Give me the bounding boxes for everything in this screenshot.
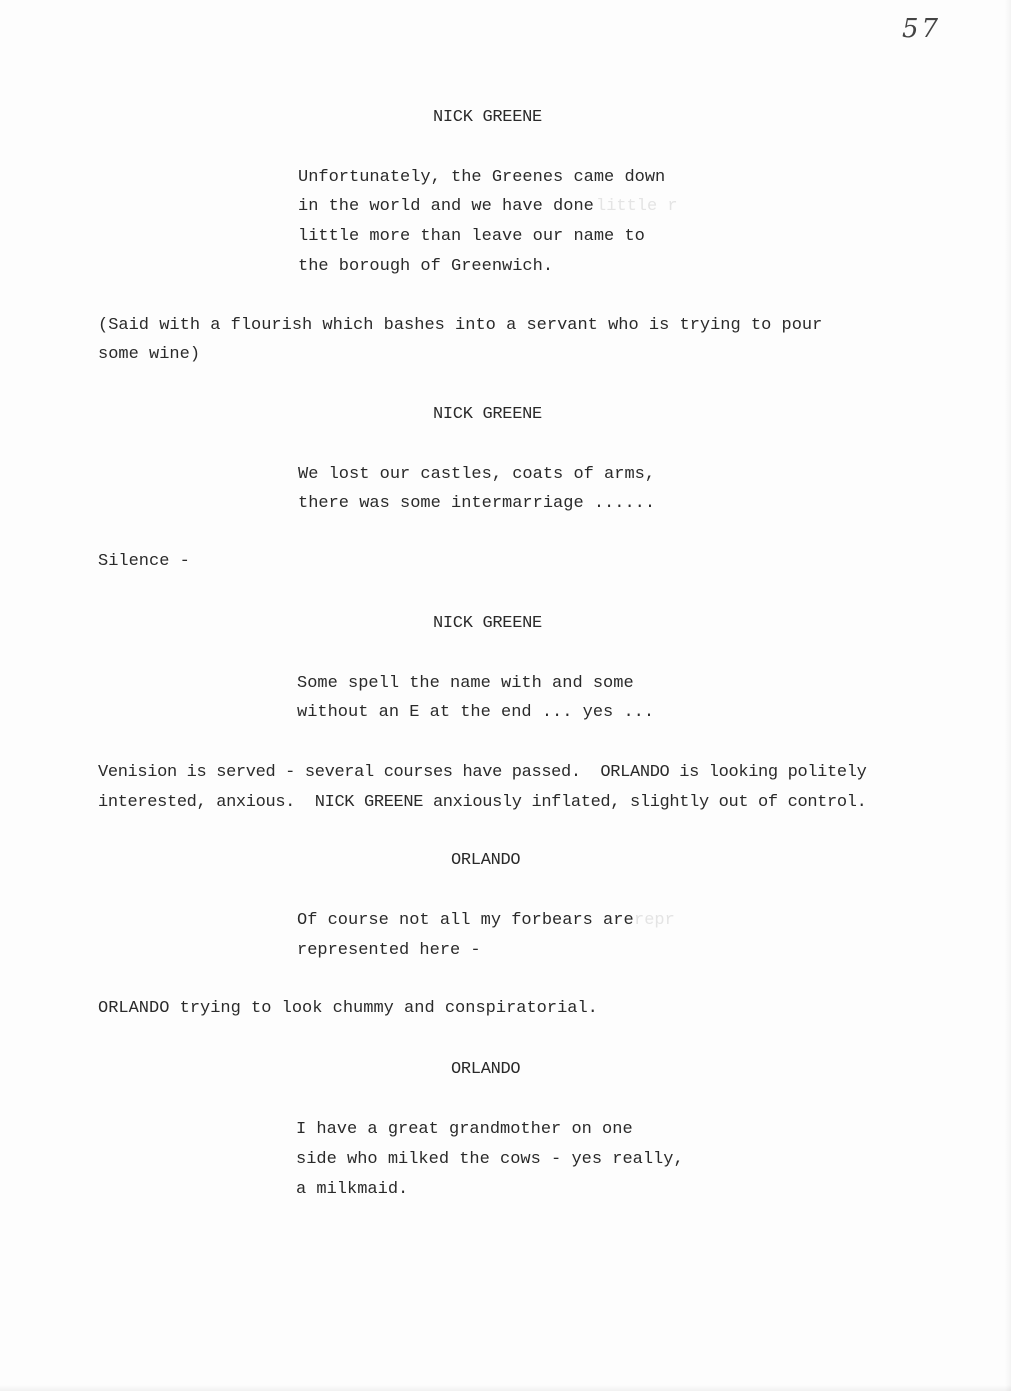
stage-direction: (Said with a flourish which bashes into a servant who is trying to pour	[98, 316, 823, 335]
character-name: NICK GREENE	[433, 405, 542, 424]
stage-direction: ORLANDO trying to look chummy and conspiratorial.	[98, 999, 598, 1018]
struck-text: repr	[634, 911, 675, 930]
dialogue-line: little more than leave our name to	[298, 227, 645, 246]
character-name: NICK GREENE	[433, 614, 542, 633]
stage-direction: Venision is served - several courses have passed. ORLANDO is looking politely	[98, 763, 867, 782]
dialogue-line: in the world and we have done	[298, 197, 594, 216]
character-name: NICK GREENE	[433, 108, 542, 127]
dialogue-line: Some spell the name with and some	[297, 674, 634, 693]
dialogue-line: I have a great grandmother on one	[296, 1120, 633, 1139]
stage-direction: some wine)	[98, 345, 201, 364]
stage-direction: interested, anxious. NICK GREENE anxiously inflated, slightly out of control.	[98, 793, 867, 812]
character-name: ORLANDO	[451, 851, 521, 870]
dialogue-line: represented here -	[297, 941, 481, 960]
dialogue-line: side who milked the cows - yes really,	[296, 1150, 684, 1169]
character-name: ORLANDO	[451, 1060, 521, 1079]
page-edge	[1005, 0, 1011, 1391]
dialogue-line: the borough of Greenwich.	[298, 257, 554, 276]
page-number: 57	[902, 14, 942, 44]
page-edge	[0, 1385, 1011, 1391]
dialogue-line: Unfortunately, the Greenes came down	[298, 168, 666, 187]
struck-text: little r	[596, 197, 678, 216]
dialogue-line: a milkmaid.	[296, 1180, 409, 1199]
dialogue-line: We lost our castles, coats of arms,	[298, 465, 656, 484]
stage-direction: Silence -	[98, 552, 190, 571]
dialogue-line: Of course not all my forbears are	[297, 911, 634, 930]
dialogue-line: there was some intermarriage ......	[298, 494, 656, 513]
dialogue-line: without an E at the end ... yes ...	[297, 703, 655, 722]
